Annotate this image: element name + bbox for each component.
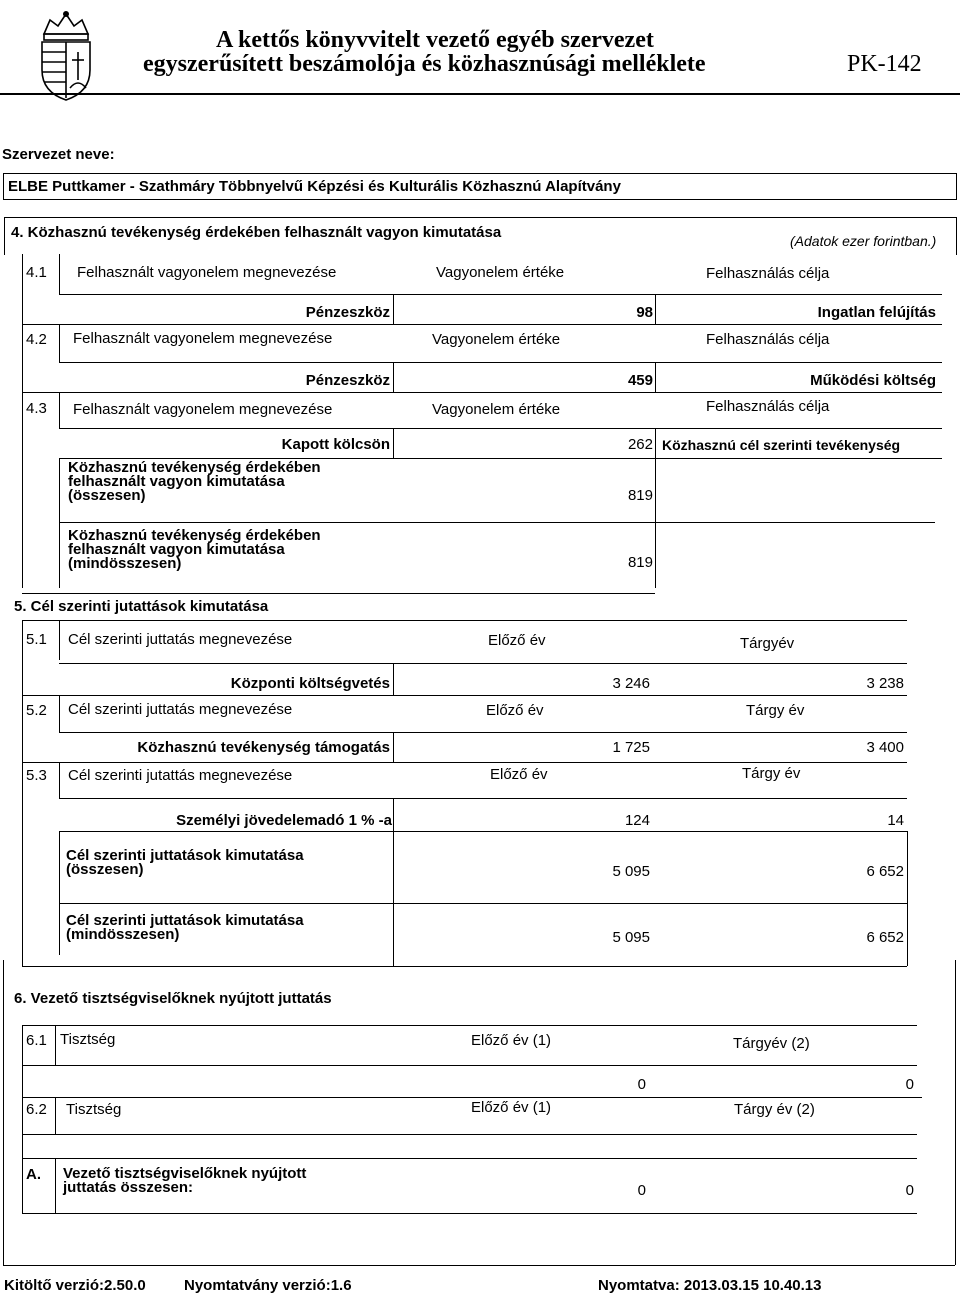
row-5-1-name-label: Cél szerinti juttatás megnevezése — [68, 631, 293, 648]
row-4-2-number: 4.2 — [26, 331, 47, 348]
row-5-2-name-label: Cél szerinti juttatás megnevezése — [68, 701, 293, 718]
row-5-3-prev: 124 — [624, 812, 650, 829]
row-6-1-curr: 0 — [905, 1076, 914, 1093]
row-5-1-prev-label: Előző év — [488, 632, 546, 649]
section-5-total-label: Cél szerinti juttatások kimutatása (összesen) — [66, 847, 304, 878]
row-4-2-purpose: Működési költség — [810, 372, 936, 389]
section-5-total-prev: 5 095 — [612, 863, 650, 880]
row-5-3-curr-label: Tárgy év — [742, 765, 801, 782]
row-6-1-number: 6.1 — [26, 1032, 47, 1049]
row-4-1-purpose: Ingatlan felújítás — [817, 304, 936, 321]
section-6-total-curr: 0 — [905, 1182, 914, 1199]
section-4-title: 4. Közhasznú tevékenység érdekében felhasznált vagyon kimutatása — [11, 224, 502, 241]
row-5-3-prev-label: Előző év — [490, 766, 548, 783]
section-5-grand-total-curr: 6 652 — [866, 929, 904, 946]
row-4-3-name-label: Felhasznált vagyonelem megnevezése — [73, 401, 333, 418]
org-label: Szervezet neve: — [2, 146, 115, 163]
row-5-3-name: Személyi jövedelemadó 1 % -a — [176, 812, 392, 829]
row-4-1-number: 4.1 — [26, 264, 47, 281]
section-6-total-number: A. — [26, 1166, 41, 1183]
section-4-total-value: 819 — [627, 487, 653, 504]
title-line-2: egyszerűsített beszámolója és közhasznúsági melléklete — [143, 51, 706, 77]
row-6-2-name-label: Tisztség — [66, 1101, 122, 1118]
row-4-3-value-label: Vagyonelem értéke — [432, 401, 561, 418]
row-4-3-purpose-label: Felhasználás célja — [706, 398, 830, 415]
org-name: ELBE Puttkamer - Szathmáry Többnyelvű Képzési és Kulturális Közhasznú Alapítvány — [8, 178, 621, 195]
row-4-1-purpose-label: Felhasználás célja — [706, 265, 830, 282]
row-5-1-number: 5.1 — [26, 631, 47, 648]
row-4-2-asset-name: Pénzeszköz — [305, 372, 390, 389]
row-4-1-value-label: Vagyonelem értéke — [436, 264, 565, 281]
row-4-1-asset-name: Pénzeszköz — [305, 304, 390, 321]
section-4-grand-total-label: Közhasznú tevékenység érdekében felhasznált vagyon kimutatása (mindösszesen) — [68, 527, 321, 572]
row-5-1-curr-label: Tárgyév — [740, 635, 795, 652]
coat-of-arms-icon — [30, 8, 102, 104]
section-4-grand-total-value: 819 — [627, 554, 653, 571]
row-6-2-curr-label: Tárgy év (2) — [734, 1101, 815, 1118]
section-5-title: 5. Cél szerinti jutattások kimutatása — [14, 598, 269, 615]
section-6-total-label: Vezető tisztségviselőknek nyújtott juttatás összesen: — [63, 1165, 307, 1196]
row-4-1-name-label: Felhasznált vagyonelem megnevezése — [77, 264, 337, 281]
row-6-2-prev-label: Előző év (1) — [471, 1099, 552, 1116]
section-4-total-label: Közhasznú tevékenység érdekében felhasznált vagyon kimutatása (összesen) — [68, 459, 321, 504]
footer-form-version: Nyomtatvány verzió:1.6 — [184, 1277, 352, 1294]
row-4-2-name-label: Felhasznált vagyonelem megnevezése — [73, 330, 333, 347]
row-6-1-prev-label: Előző év (1) — [471, 1032, 552, 1049]
row-5-2-number: 5.2 — [26, 702, 47, 719]
row-4-3-asset-value: 262 — [627, 436, 653, 453]
title-line-1: A kettős könyvvitelt vezető egyéb szervezet — [216, 27, 654, 53]
row-6-2-number: 6.2 — [26, 1101, 47, 1118]
section-5-grand-total-prev: 5 095 — [612, 929, 650, 946]
row-5-2-curr-label: Tárgy év — [746, 702, 805, 719]
row-5-3-curr: 14 — [887, 812, 904, 829]
row-5-2-curr: 3 400 — [866, 739, 904, 756]
row-5-3-number: 5.3 — [26, 767, 47, 784]
section-5-total-curr: 6 652 — [866, 863, 904, 880]
footer-printed: Nyomtatva: 2013.03.15 10.40.13 — [598, 1277, 822, 1294]
section-5-grand-total-label: Cél szerinti juttatások kimutatása (mindösszesen) — [66, 912, 304, 943]
row-5-1-name: Központi költségvetés — [230, 675, 390, 692]
footer-filler-version: Kitöltő verzió:2.50.0 — [4, 1277, 146, 1294]
section-6-title: 6. Vezető tisztségviselőknek nyújtott juttatás — [14, 990, 332, 1007]
section-6-total-prev: 0 — [637, 1182, 646, 1199]
row-5-2-name: Közhasznú tevékenység támogatás — [137, 739, 390, 756]
row-5-2-prev-label: Előző év — [486, 702, 544, 719]
row-5-1-curr: 3 238 — [866, 675, 904, 692]
row-4-3-number: 4.3 — [26, 400, 47, 417]
unit-note: (Adatok ezer forintban.) — [790, 233, 937, 249]
row-5-1-prev: 3 246 — [612, 675, 650, 692]
row-4-3-asset-name: Kapott kölcsön — [281, 436, 390, 453]
row-4-2-purpose-label: Felhasználás célja — [706, 331, 830, 348]
row-5-3-name-label: Cél szerinti jutattás megnevezése — [68, 767, 293, 784]
row-4-1-asset-value: 98 — [636, 304, 653, 321]
row-6-1-name-label: Tisztség — [60, 1031, 116, 1048]
row-6-1-prev: 0 — [637, 1076, 646, 1093]
row-4-2-value-label: Vagyonelem értéke — [432, 331, 561, 348]
section-4-left-rule — [22, 254, 23, 588]
row-4-3-purpose: Közhasznú cél szerinti tevékenység — [662, 437, 901, 453]
form-code: PK-142 — [847, 51, 922, 77]
row-5-2-prev: 1 725 — [612, 739, 650, 756]
row-4-2-asset-value: 459 — [627, 372, 653, 389]
row-6-1-curr-label: Tárgyév (2) — [733, 1035, 810, 1052]
header-divider — [0, 93, 960, 95]
